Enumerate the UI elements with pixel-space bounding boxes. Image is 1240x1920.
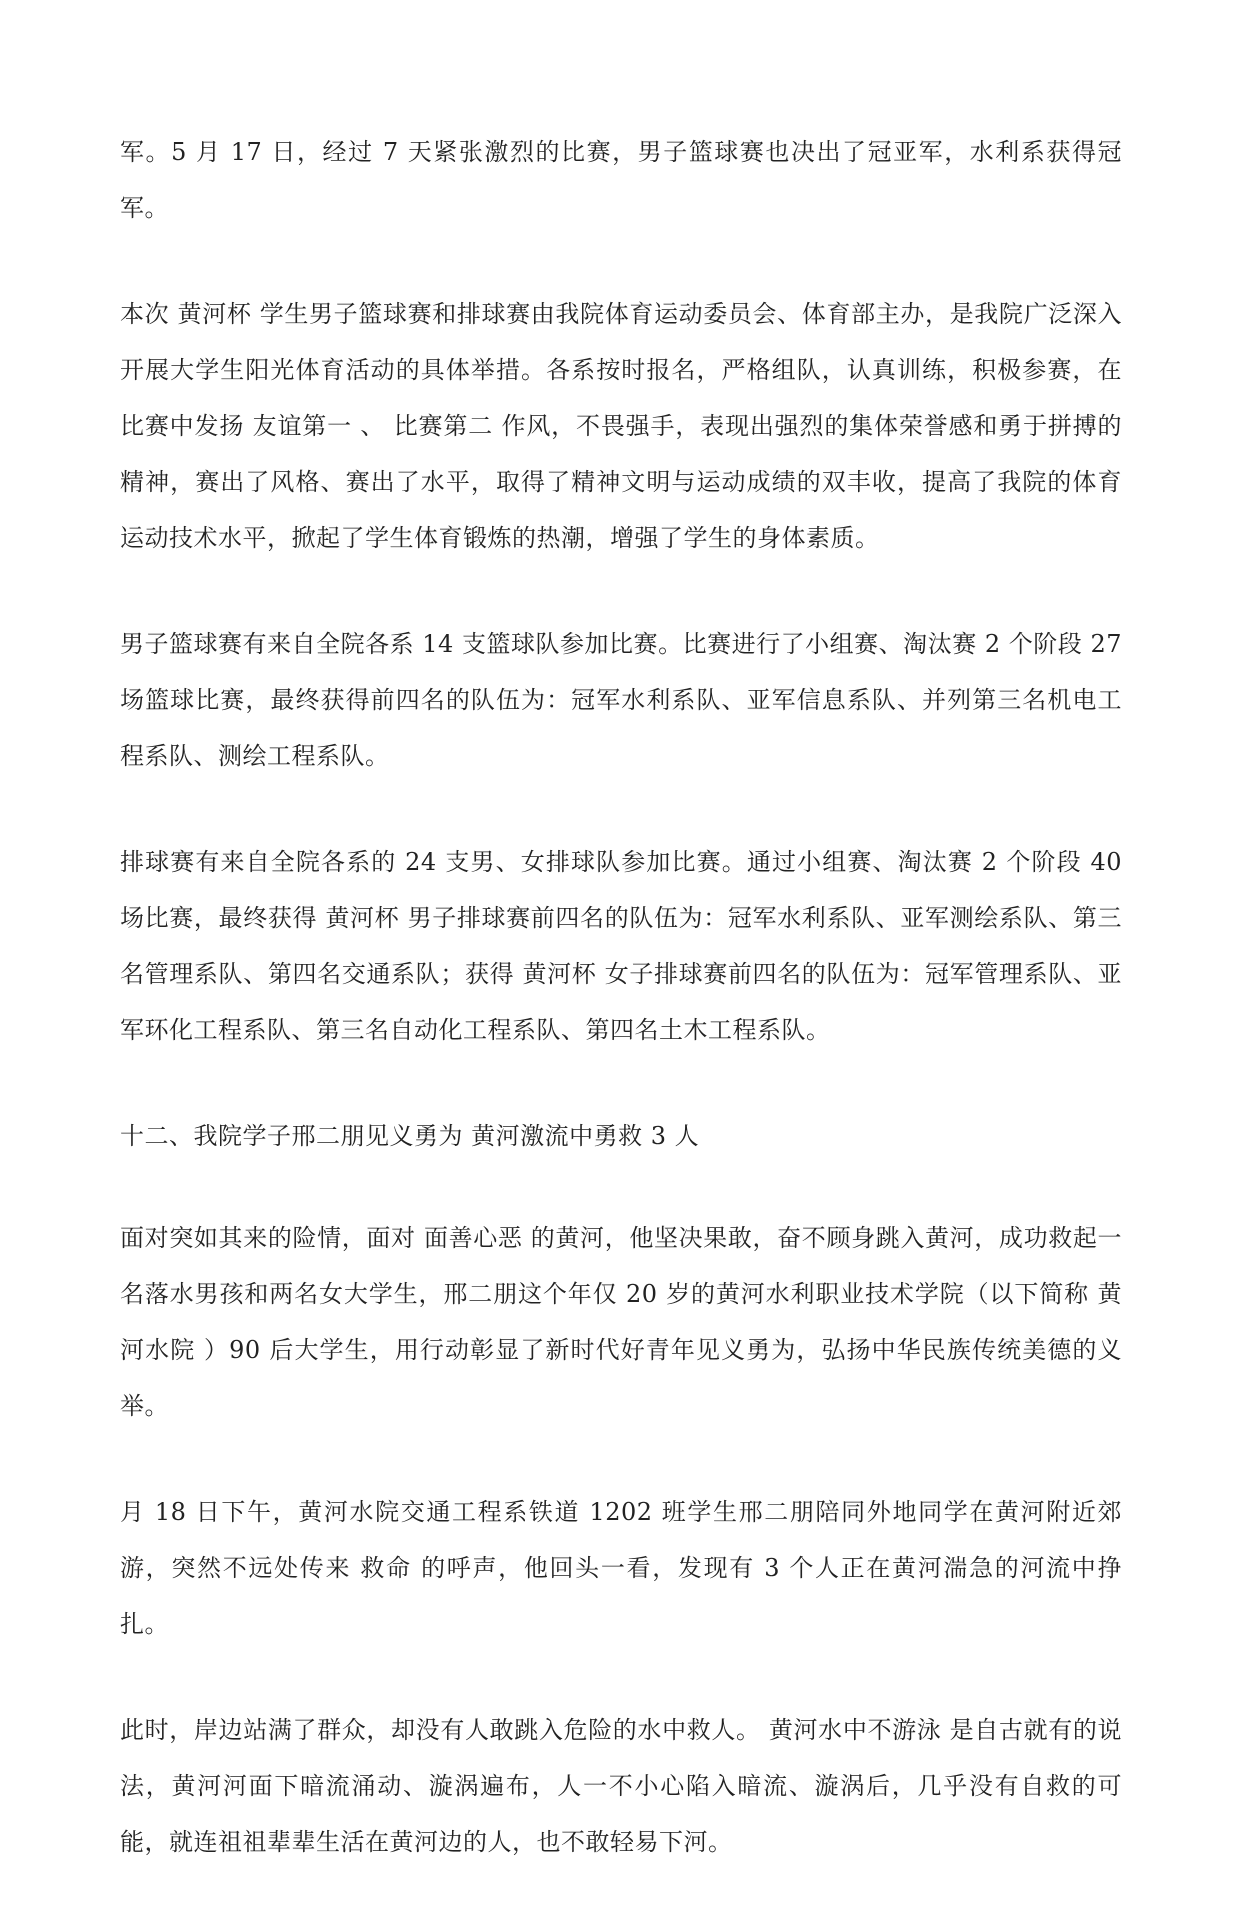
paragraph-rescue-intro: 面对突如其来的险情，面对 面善心恶 的黄河，他坚决果敢，奋不顾身跳入黄河，成功救起一名落水男孩和两名女大学生，邢二朋这个年仅 20 岁的黄河水利职业技术学院（以下简称 黄河水院 ）90 后大学生，用行动彰显了新时代好青年见义勇为，弘扬中华民族传统美德的义举。 xyxy=(120,1224,1122,1420)
paragraph-rescue-event: 月 18 日下午，黄河水院交通工程系铁道 1202 班学生邢二朋陪同外地同学在黄河附近郊游，突然不远处传来 救命 的呼声，他回头一看，发现有 3 个人正在黄河湍急的河流中挣扎。 xyxy=(120,1498,1122,1638)
paragraph-basketball-details: 男子篮球赛有来自全院各系 14 支篮球队参加比赛。比赛进行了小组赛、淘汰赛 2 个阶段 27 场篮球比赛，最终获得前四名的队伍为：冠军水利系队、亚军信息系队、并列第三名机电工程系队、测绘工程系队。 xyxy=(120,630,1131,770)
section-heading: 十二、我院学子邢二朋见义勇为 黄河激流中勇救 3 人 xyxy=(120,1122,700,1150)
document-body xyxy=(120,124,1131,1920)
paragraph-volleyball-details: 排球赛有来自全院各系的 24 支男、女排球队参加比赛。通过小组赛、淘汰赛 2 个阶段 40 场比赛，最终获得 黄河杯 男子排球赛前四名的队伍为：冠军水利系队、亚军测绘系队、第三名管理系队、第四名交通系队；获得 黄河杯 女子排球赛前四名的队伍为：冠军管理系队、亚军环化工程系队、第三名自动化工程系队、第四名土木工程系队。 xyxy=(120,848,1131,1044)
paragraph-rescue-context: 此时，岸边站满了群众，却没有人敢跳入危险的水中救人。 黄河水中不游泳 是自古就有的说法，黄河河面下暗流涌动、漩涡遍布，人一不小心陷入暗流、漩涡后，几乎没有自救的可能，就连祖祖辈辈生活在黄河边的人，也不敢轻易下河。 xyxy=(120,1716,1122,1856)
paragraph-basketball-result: 军。5 月 17 日，经过 7 天紧张激烈的比赛，男子篮球赛也决出了冠亚军，水利系获得冠军。 xyxy=(120,138,1122,222)
paragraph-huanghe-cup-intro: 本次 黄河杯 学生男子篮球赛和排球赛由我院体育运动委员会、体育部主办，是我院广泛深入开展大学生阳光体育活动的具体举措。各系按时报名，严格组队，认真训练，积极参赛，在比赛中发扬 友谊第一 、 比赛第二 作风，不畏强手，表现出强烈的集体荣誉感和勇于拼搏的精神，赛出了风格、赛出了水平，取得了精神文明与运动成绩的双丰收，提高了我院的体育运动技术水平，掀起了学生体育锻炼的热潮，增强了学生的身体素质。 xyxy=(120,300,1122,552)
